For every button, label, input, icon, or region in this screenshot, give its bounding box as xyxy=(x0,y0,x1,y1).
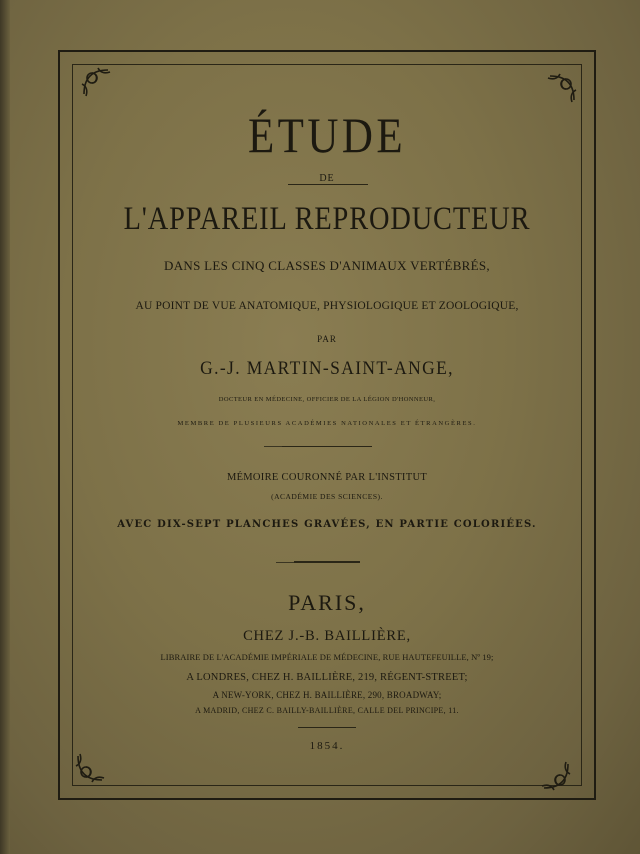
publisher-madrid: A MADRID, CHEZ C. BAILLY-BAILLIÈRE, CALLE DEL PRINCIPE, 11. xyxy=(195,706,459,715)
award-memoire: MÉMOIRE COURONNÉ PAR L'INSTITUT xyxy=(226,472,428,483)
author-credential: MEMBRE DE PLUSIEURS ACADÉMIES NATIONALES ET ÉTRANGÈRES. xyxy=(177,420,477,427)
author-name: G.-J. MARTIN-SAINT-ANGE, xyxy=(200,358,454,379)
publisher-city: PARIS, xyxy=(288,590,366,615)
publisher-london: A LONDRES, CHEZ H. BAILLIÈRE, 219, RÉGENT-STREET; xyxy=(186,672,468,683)
publisher-address: LIBRAIRE DE L'ACADÉMIE IMPÉRIALE DE MÉDECINE, RUE HAUTEFEUILLE, Nº 19; xyxy=(160,652,494,662)
publication-year: 1854. xyxy=(309,740,345,752)
publisher-name: CHEZ J.-B. BAILLIÈRE, xyxy=(243,628,411,644)
page-edge-shadow xyxy=(0,0,10,854)
title-scope: DANS LES CINQ CLASSES D'ANIMAUX VERTÉBRÉS, xyxy=(164,258,490,273)
title-page-content xyxy=(72,64,582,786)
plates-note: AVEC DIX-SEPT PLANCHES GRAVÉES, EN PARTIE COLORIÉES. xyxy=(117,519,537,530)
divider-rule xyxy=(288,184,368,185)
divider-rule xyxy=(282,446,372,447)
publisher-new-york: A NEW-YORK, CHEZ H. BAILLIÈRE, 290, BROADWAY; xyxy=(212,690,442,700)
title-viewpoint: AU POINT DE VUE ANATOMIQUE, PHYSIOLOGIQUE ET ZOOLOGIQUE, xyxy=(135,300,519,312)
divider-rule xyxy=(298,727,356,728)
award-academie: (ACADÉMIE DES SCIENCES). xyxy=(271,492,383,501)
main-title: ÉTUDE xyxy=(247,107,407,163)
author-par: PAR xyxy=(317,334,337,344)
author-credential: DOCTEUR EN MÉDECINE, OFFICIER DE LA LÉGION D'HONNEUR, xyxy=(218,396,436,403)
divider-rule xyxy=(294,561,360,563)
title-preposition: DE xyxy=(319,173,335,184)
title-subject: L'APPAREIL REPRODUCTEUR xyxy=(123,201,531,237)
